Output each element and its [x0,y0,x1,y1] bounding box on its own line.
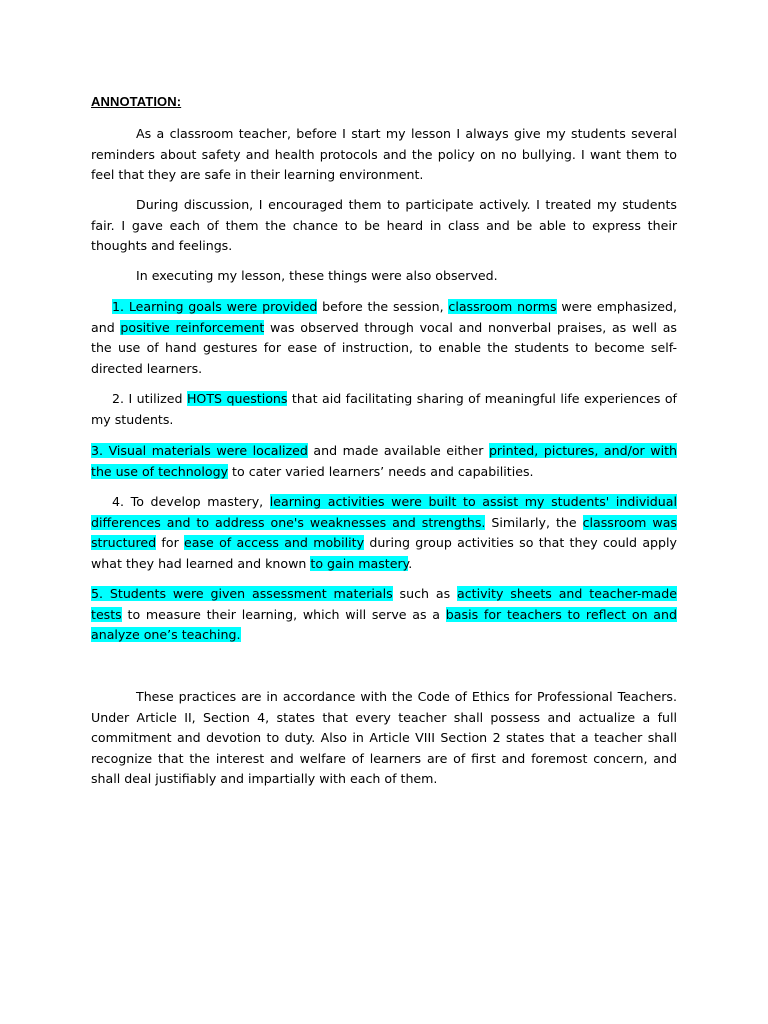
highlighted-text: classroom norms [448,299,557,314]
list-item-3 [91,441,677,482]
text-run: to cater varied learners’ needs and capabilities. [228,463,534,479]
text-run: was observed through vocal and nonverbal praises, as well as the use of hand gestures for ease of instruction, to enable the students to become self-directed learners. [91,319,677,376]
highlighted-text: learning activities were built to assist my students' individual differences and to address one's weaknesses and strengths. [91,494,678,530]
text-run: These practices are in accordance with the Code of Ethics for Professional Teachers. Under Article II, Section 4, states that every teacher shall possess and actualize a full commitment and devotion to duty. Also in Article VIII Section 2 states that a teacher shall recognize that the interest and welfare of learners are of first and foremost concern, and shall deal justifiably and impartially with each of them. [91,689,677,786]
highlighted-text: HOTS questions [186,391,288,406]
text-run: As a classroom teacher, before I start my lesson I always give my students several reminders about safety and health protocols and the policy on no bullying. I want them to feel that they are safe in their learning environment. [91,126,677,182]
highlighted-text: ease of access and mobility [184,535,365,550]
highlighted-text: to gain mastery [310,555,409,571]
text-run: were emphasized, and [91,299,677,335]
text-run: for [156,535,185,550]
highlighted-text: positive reinforcement [120,319,265,335]
text-run: In executing my lesson, these things were also observed. [136,268,498,283]
text-run: to measure their learning, which will serve as a [121,606,446,622]
paragraph-2 [91,195,677,257]
text-run: that aid facilitating sharing of meaningful life experiences of my students. [91,391,677,427]
highlighted-text: 5. Students were given assessment materials [91,586,393,601]
list-item-5 [91,584,677,646]
list-item-2 [91,389,677,430]
highlighted-text: classroom was structured [91,514,677,550]
text-run: such as [392,586,457,601]
text-run: during group activities so that they could apply what they had learned and known [91,535,677,571]
text-run: before the session, [317,299,449,314]
highlighted-text: 1. Learning goals were provided [112,299,318,314]
list-item-4 [91,492,677,574]
list-item-1 [91,297,677,379]
closing-paragraph [91,687,677,790]
text-run: 4. To develop mastery, [112,494,270,509]
paragraph-3 [91,266,677,287]
text-run: 2. I utilized [112,391,187,406]
text-run: and made available either [307,443,489,458]
highlighted-text: activity sheets and teacher-made tests [91,586,677,622]
highlighted-text: 3. Visual materials were localized [91,443,308,458]
highlighted-text: printed, pictures, and/or with the use of technology [91,443,678,479]
paragraph-1 [91,124,677,186]
highlighted-text: basis for teachers to reflect on and analyze one’s teaching. [91,606,677,642]
text-run: Similarly, the [485,514,583,530]
text-run: . [408,555,413,571]
annotation-heading: ANNOTATION: [91,94,182,109]
text-run: During discussion, I encouraged them to participate actively. I treated my students fair. I gave each of them the chance to be heard in class and be able to express their thoughts and feelings. [91,197,677,253]
